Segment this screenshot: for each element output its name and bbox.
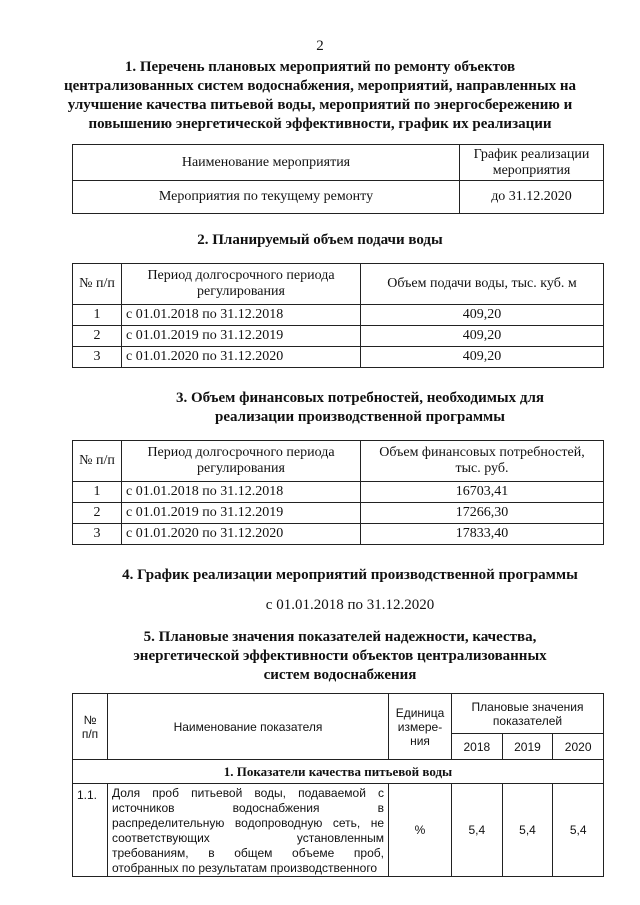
row-period: с 01.01.2019 по 31.12.2019 — [122, 326, 361, 347]
indicator-unit: % — [389, 784, 452, 877]
row-num: 3 — [73, 347, 122, 368]
section-5-title: 5. Плановые значения показателей надежности, качества, энергетической эффективности объектов централизованных систем водоснабжения — [133, 629, 547, 683]
indicator-line: требованиям, в общем объеме проб, — [112, 846, 384, 860]
row-num: 1 — [73, 305, 122, 326]
year-header: 2018 — [452, 734, 503, 760]
col-num: № п/п — [73, 694, 108, 760]
section-4-title: 4. График реализации мероприятий производственной программы — [122, 567, 578, 583]
row-num: 2 — [73, 503, 122, 524]
row-period: с 01.01.2018 по 31.12.2018 — [122, 482, 361, 503]
group-quality-header: 1. Показатели качества питьевой воды — [73, 760, 604, 784]
col-schedule: График реализации мероприятия — [460, 145, 604, 181]
col-indicator-name: Наименование показателя — [108, 694, 389, 760]
row-volume: 409,20 — [361, 347, 604, 368]
row-period: с 01.01.2020 по 31.12.2020 — [122, 524, 361, 545]
indicator-value-2020: 5,4 — [553, 784, 604, 877]
row-num: 3 — [73, 524, 122, 545]
indicator-line: отобранных по результатам производственного — [112, 861, 378, 875]
section-1-title: 1. Перечень плановых мероприятий по ремонту объектов централизованных систем водоснабжения, мероприятий, направленных на улучшение качества питьевой воды, мероприятий по энергосбережению и повышению энергетической эффективности, график их реализации — [63, 59, 577, 132]
section-3-table — [72, 440, 604, 545]
row-num: 2 — [73, 326, 122, 347]
section-2-title: 2. Планируемый объем подачи воды — [197, 232, 443, 248]
indicator-line: источников водоснабжения в — [112, 801, 384, 815]
col-num: № п/п — [73, 441, 122, 482]
section-3-title: 3. Объем финансовых потребностей, необходимых для реализации производственной программы — [175, 390, 545, 425]
row-period: с 01.01.2020 по 31.12.2020 — [122, 347, 361, 368]
row-volume: 409,20 — [361, 305, 604, 326]
row-period: с 01.01.2018 по 31.12.2018 — [122, 305, 361, 326]
row-volume: 409,20 — [361, 326, 604, 347]
year-header: 2020 — [553, 734, 604, 760]
indicator-value-2019: 5,4 — [502, 784, 553, 877]
section-1-table — [72, 144, 604, 214]
col-num: № п/п — [73, 264, 122, 305]
indicator-line: распределительную водопроводную сеть, не — [112, 816, 384, 830]
col-finance: Объем финансовых потребностей, тыс. руб. — [361, 441, 604, 482]
row-finance: 17833,40 — [361, 524, 604, 545]
indicator-line: соответствующих установленным — [112, 831, 384, 845]
indicator-description — [108, 784, 389, 877]
col-unit: Единица измере- ния — [389, 694, 452, 760]
row-finance: 16703,41 — [361, 482, 604, 503]
col-activity-name: Наименование мероприятия — [73, 145, 460, 181]
row-period: с 01.01.2019 по 31.12.2019 — [122, 503, 361, 524]
row-num: 1 — [73, 482, 122, 503]
section-4-period: с 01.01.2018 по 31.12.2020 — [265, 597, 435, 613]
row-finance: 17266,30 — [361, 503, 604, 524]
section-5-table — [72, 693, 604, 877]
page-number: 2 — [316, 38, 324, 54]
col-planned-values: Плановые значения показателей — [452, 694, 604, 734]
year-header: 2019 — [502, 734, 553, 760]
row-num: 1.1. — [73, 784, 108, 877]
col-period: Период долгосрочного периода регулирования — [122, 441, 361, 482]
section-2-table — [72, 263, 604, 368]
col-period: Период долгосрочного периода регулирования — [122, 264, 361, 305]
activity-schedule-cell: до 31.12.2020 — [460, 181, 604, 214]
col-volume: Объем подачи воды, тыс. куб. м — [361, 264, 604, 305]
indicator-line: Доля проб питьевой воды, подаваемой с — [112, 786, 384, 800]
indicator-value-2018: 5,4 — [452, 784, 503, 877]
activity-name-cell: Мероприятия по текущему ремонту — [73, 181, 460, 214]
